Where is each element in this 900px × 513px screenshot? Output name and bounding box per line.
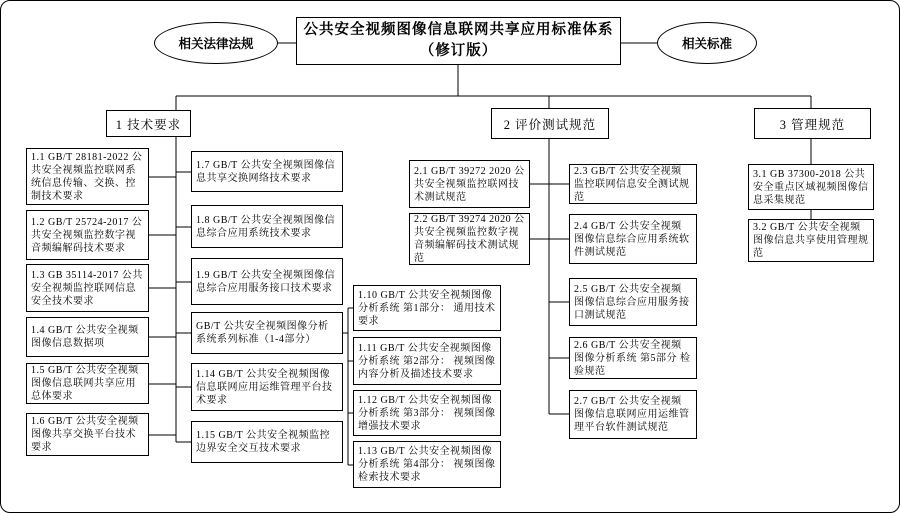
node-2-7: 2.7 GB/T 公共安全视频图像信息联网应用运维管理平台软件测试规范 (569, 390, 697, 439)
diagram-title-line1: 公共安全视频图像信息联网共享应用标准体系 (303, 21, 614, 38)
node-series-standard: GB/T 公共安全视频图像分析系统系列标准（1-4部分） (191, 312, 343, 354)
node-1-14: 1.14 GB/T 公共安全视频图像信息联网应用运维管理平台技术要求 (191, 363, 343, 411)
node-1-5: 1.5 GB/T 公共安全视频图像信息联网共享应用总体要求 (26, 363, 149, 404)
node-1-13: 1.13 GB/T 公共安全视频图像分析系统 第4部分： 视频图像检索技术要求 (353, 441, 501, 488)
node-3-2: 3.2 GB/T 公共安全视频图像信息共享使用管理规范 (748, 219, 874, 262)
section-header-management: 3 管理规范 (754, 108, 871, 139)
node-1-3: 1.3 GB 35114-2017 公共安全视频监控联网信息安全技术要求 (26, 264, 149, 312)
node-1-4: 1.4 GB/T 公共安全视频图像信息数据项 (26, 317, 149, 357)
node-3-1: 3.1 GB 37300-2018 公共安全重点区域视频图像信息采集规范 (748, 164, 874, 210)
node-2-5: 2.5 GB/T 公共安全视频图像信息综合应用服务接口测试规范 (569, 278, 697, 326)
node-1-9: 1.9 GB/T 公共安全视频图像信息综合应用服务接口技术要求 (191, 258, 343, 305)
node-1-1: 1.1 GB/T 28181-2022 公共安全视频监控联网系统信息传输、交换、控制技术要求 (26, 148, 149, 205)
node-1-12: 1.12 GB/T 公共安全视频图像分析系统 第3部分： 视频图像增强技术要求 (353, 390, 501, 436)
node-2-6: 2.6 GB/T 公共安全视频图像分析系统 第5部分 检验规范 (569, 337, 697, 379)
section-header-technical-requirements: 1 技术要求 (106, 110, 191, 137)
related-laws-ellipse: 相关法律法规 (154, 22, 278, 64)
node-2-3: 2.3 GB/T 公共安全视频监控联网信息安全测试规范 (569, 164, 697, 204)
node-1-11: 1.11 GB/T 公共安全视频图像分析系统 第2部分： 视频图像内容分析及描述技术要求 (353, 337, 501, 385)
diagram-title (296, 17, 621, 65)
section-header-evaluation-test: 2 评价测试规范 (491, 108, 609, 139)
node-1-6: 1.6 GB/T 公共安全视频图像共享交换平台技术要求 (26, 413, 149, 456)
node-1-15: 1.15 GB/T 公共安全视频监控边界安全交互技术要求 (191, 421, 343, 463)
node-1-2: 1.2 GB/T 25724-2017 公共安全视频监控数字视音频编解码技术要求 (26, 210, 149, 260)
node-1-10: 1.10 GB/T 公共安全视频图像分析系统 第1部分： 通用技术要求 (353, 285, 501, 331)
related-standards-ellipse: 相关标准 (657, 22, 757, 64)
node-1-7: 1.7 GB/T 公共安全视频图像信息共享交换网络技术要求 (191, 151, 343, 192)
node-2-1: 2.1 GB/T 39272 2020 公共安全视频监控联网技术测试规范 (409, 160, 530, 208)
node-2-2: 2.2 GB/T 39274 2020 公共安全视频监控数字视音频编解码技术测试规范 (409, 213, 530, 265)
node-2-4: 2.4 GB/T 公共安全视频图像信息综合应用系统软件测试规范 (569, 214, 697, 264)
node-1-8: 1.8 GB/T 公共安全视频图像信息综合应用系统技术要求 (191, 205, 343, 248)
diagram-title-line2: （修订版） (419, 43, 498, 59)
